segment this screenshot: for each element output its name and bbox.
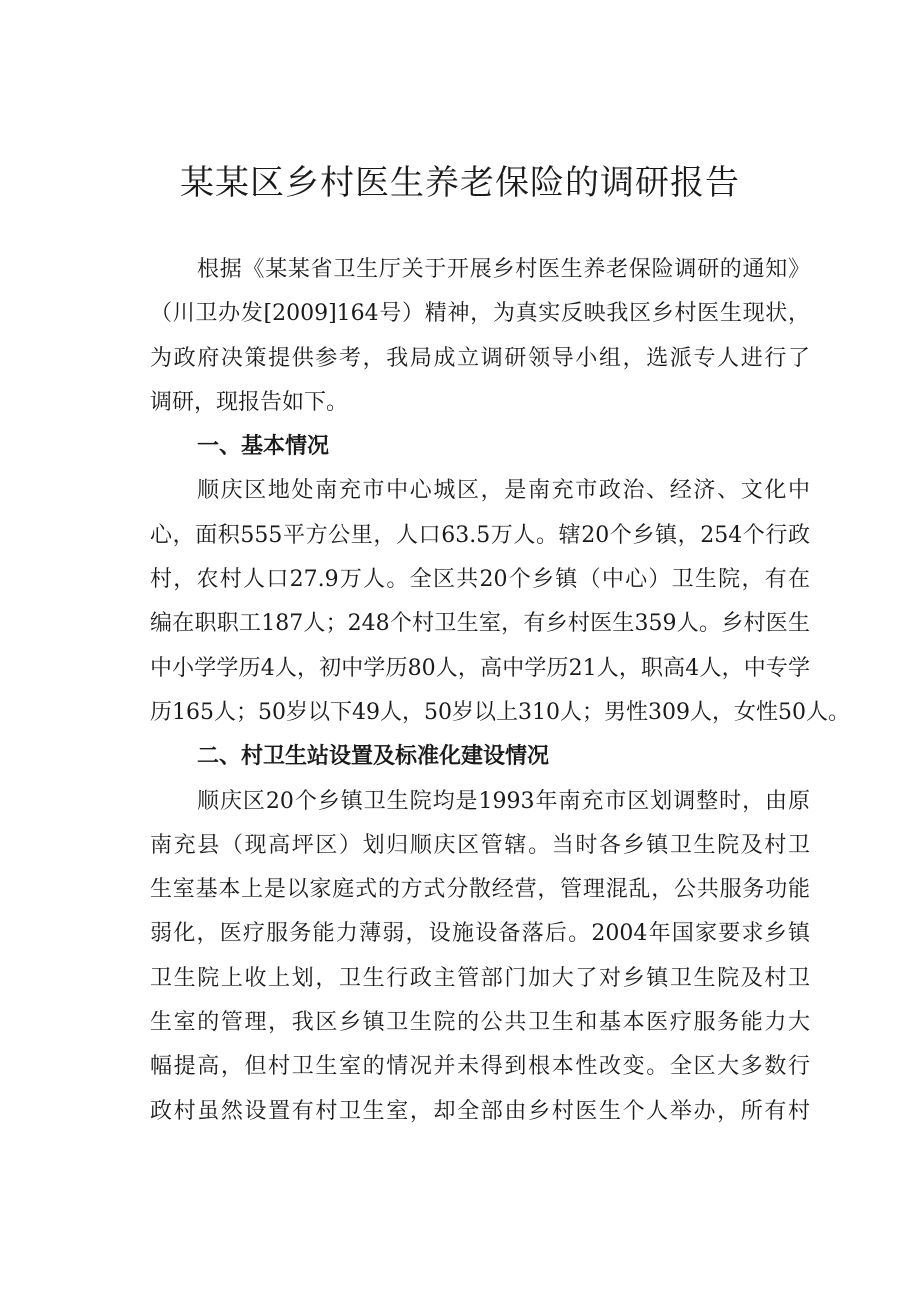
intro-line: 根据《某某省卫生厅关于开展乡村医生养老保险调研的通知》 (197, 257, 810, 282)
paragraph-line: 卫生院上收上划，卫生行政主管部门加大了对乡镇卫生院及村卫 (150, 965, 810, 991)
intro-line: 为政府决策提供参考，我局成立调研领导小组，选派专人进行了 (150, 345, 810, 371)
paragraph-line: 心，面积555平方公里，人口63.5万人。辖20个乡镇，254个行政 (150, 522, 810, 548)
paragraph-line: 编在职职工187人；248个村卫生室，有乡村医生359人。乡村医生 (150, 611, 810, 637)
paragraph-line: 顺庆区地处南充市中心城区，是南充市政治、经济、文化中 (197, 478, 810, 504)
intro-line: 调研，现报告如下。 (150, 389, 349, 415)
section-heading-basic-info: 一、基本情况 (197, 434, 330, 460)
intro-line: （川卫办发[2009]164号）精神，为真实反映我区乡村医生现状， (150, 301, 810, 327)
paragraph-line: 顺庆区20个乡镇卫生院均是1993年南充市区划调整时，由原 (197, 788, 810, 814)
report-title: 某某区乡村医生养老保险的调研报告 (180, 163, 740, 203)
paragraph-line: 中小学学历4人，初中学历80人，高中学历21人，职高4人，中专学 (150, 655, 810, 681)
paragraph-line: 南充县（现高坪区）划归顺庆区管辖。当时各乡镇卫生院及村卫 (150, 832, 810, 858)
paragraph-line: 生室的管理，我区乡镇卫生院的公共卫生和基本医疗服务能力大 (150, 1010, 810, 1036)
basic-info-paragraph (150, 469, 850, 735)
paragraph-line: 政村虽然设置有村卫生室，却全部由乡村医生个人举办，所有村 (150, 1098, 810, 1124)
intro-paragraph (150, 248, 810, 425)
paragraph-line: 生室基本上是以家庭式的方式分散经营，管理混乱，公共服务功能 (150, 877, 810, 903)
section-heading-clinic-setup: 二、村卫生站设置及标准化建设情况 (197, 744, 550, 770)
paragraph-line: 村，农村人口27.9万人。全区共20个乡镇（中心）卫生院，有在 (150, 567, 810, 593)
clinic-setup-paragraph (150, 780, 810, 1134)
paragraph-line: 弱化，医疗服务能力薄弱，设施设备落后。2004年国家要求乡镇 (150, 921, 810, 947)
report-body (150, 248, 850, 1134)
paragraph-line: 历165人；50岁以下49人，50岁以上310人；男性309人，女性50人。 (150, 699, 850, 725)
paragraph-line: 幅提高，但村卫生室的情况并未得到根本性改变。全区大多数行 (150, 1054, 810, 1080)
